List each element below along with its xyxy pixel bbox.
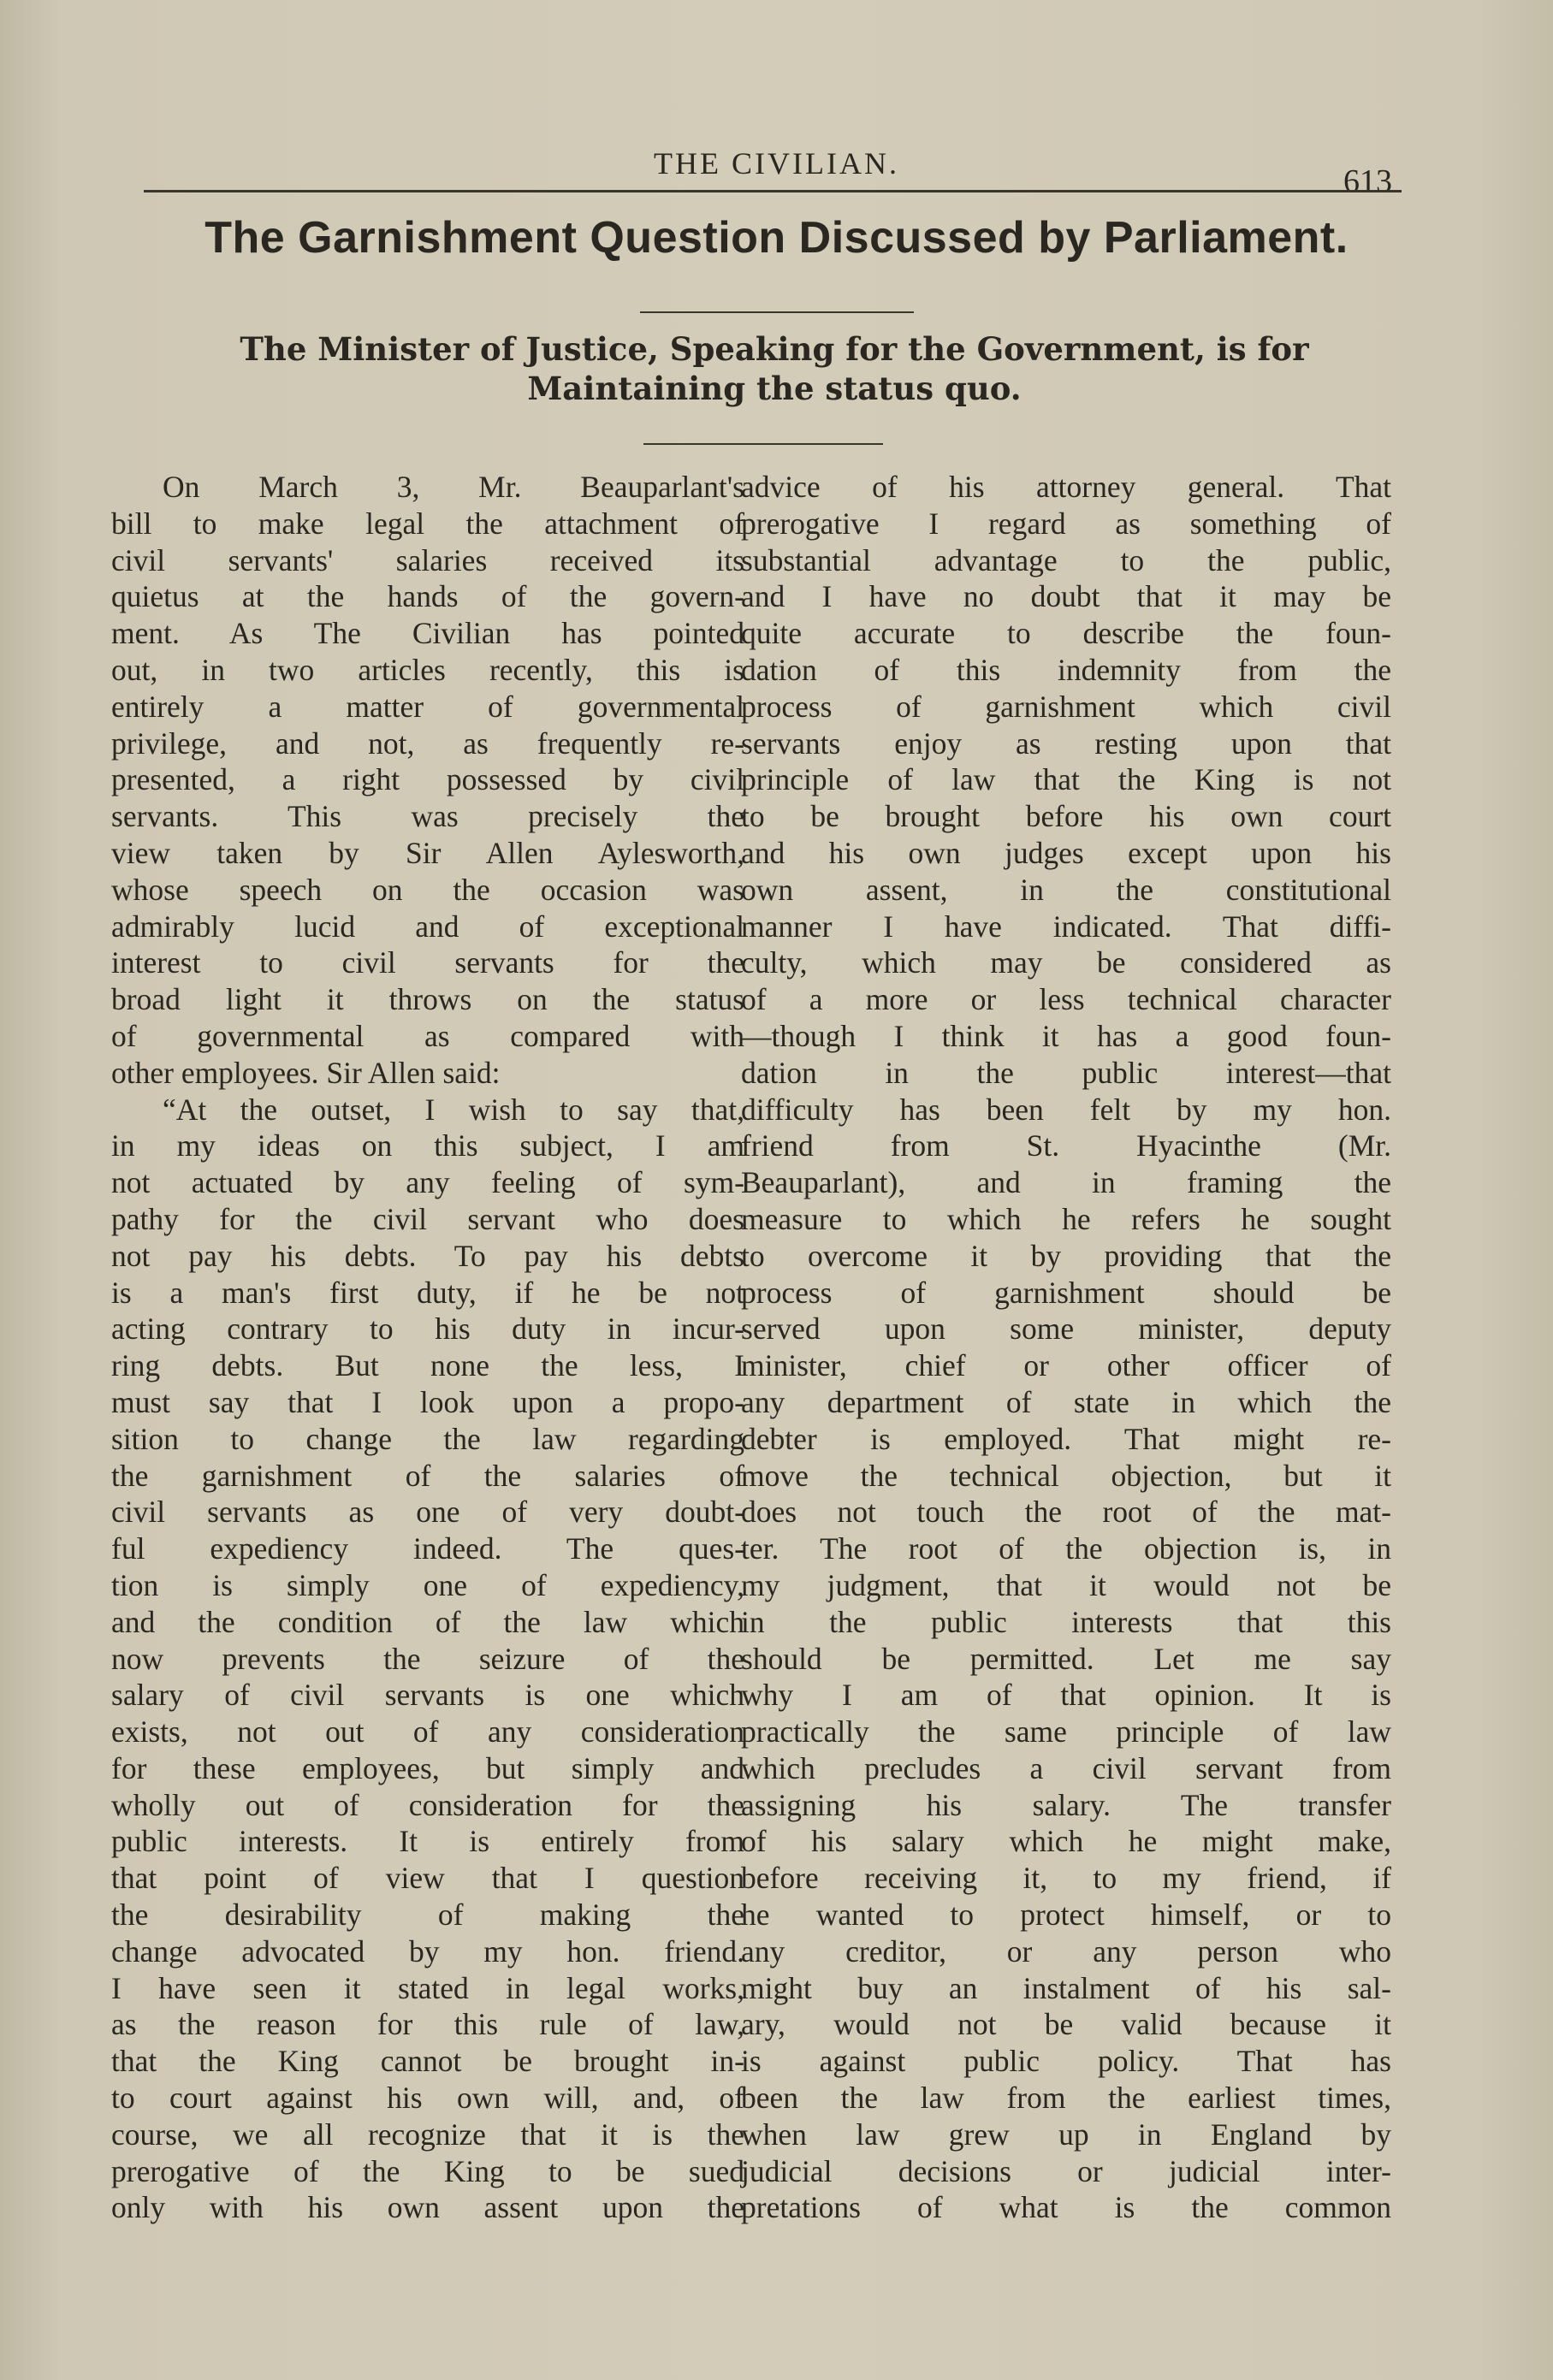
text-line: quite accurate to describe the foun- xyxy=(741,616,1391,651)
text-line: that the King cannot be brought in- xyxy=(111,2044,744,2079)
text-line: which precludes a civil servant from xyxy=(741,1750,1391,1785)
text-line: public interests. It is entirely from xyxy=(111,1824,744,1859)
text-line: dation in the public interest—that xyxy=(741,1055,1391,1090)
text-line: principle of law that the King is not xyxy=(741,762,1391,797)
text-line: the garnishment of the salaries of xyxy=(111,1458,744,1493)
text-line: pathy for the civil servant who does xyxy=(111,1201,744,1236)
text-line: presented, a right possessed by civil xyxy=(111,762,744,797)
text-line: must say that I look upon a propo- xyxy=(111,1384,744,1419)
text-line: admirably lucid and of exceptional xyxy=(111,909,744,944)
text-line: does not touch the root of the mat- xyxy=(741,1495,1391,1530)
text-line: that point of view that I question xyxy=(111,1861,744,1896)
text-line: civil servants' salaries received its xyxy=(111,542,744,577)
page-number: 613 xyxy=(1343,163,1392,199)
text-line: On March 3, Mr. Beauparlant's xyxy=(163,470,744,504)
text-line: tion is simply one of expediency, xyxy=(111,1567,744,1602)
text-line: own assent, in the constitutional xyxy=(741,872,1391,907)
text-line: judicial decisions or judicial inter- xyxy=(741,2153,1391,2188)
text-line: civil servants as one of very doubt- xyxy=(111,1495,744,1530)
text-line: is a man's first duty, if he be not xyxy=(111,1275,744,1310)
text-line: to be brought before his own court xyxy=(741,799,1391,834)
text-line: he wanted to protect himself, or to xyxy=(741,1897,1391,1933)
text-line: debter is employed. That might re- xyxy=(741,1421,1391,1456)
left-column xyxy=(111,469,744,2226)
text-line: not actuated by any feeling of sym- xyxy=(111,1165,744,1200)
text-line: measure to which he refers he sought xyxy=(741,1201,1391,1236)
text-line: pretations of what is the common xyxy=(741,2190,1391,2225)
text-line: wholly out of consideration for the xyxy=(111,1787,744,1822)
text-line: and I have no doubt that it may be xyxy=(741,579,1391,614)
text-line: before receiving it, to my friend, if xyxy=(741,1861,1391,1896)
text-line: I have seen it stated in legal works, xyxy=(111,1970,744,2005)
header-rule xyxy=(144,190,1402,192)
text-line: is against public policy. That has xyxy=(741,2044,1391,2079)
text-line: substantial advantage to the public, xyxy=(741,542,1391,577)
text-line: ter. The root of the objection is, in xyxy=(741,1531,1391,1566)
text-line: whose speech on the occasion was xyxy=(111,872,744,907)
text-line: move the technical objection, but it xyxy=(741,1458,1391,1493)
text-line: other employees. Sir Allen said: xyxy=(111,1055,501,1090)
text-line: any department of state in which the xyxy=(741,1384,1391,1419)
text-line: ring debts. But none the less, I xyxy=(111,1348,744,1383)
text-line: of a more or less technical character xyxy=(741,982,1391,1017)
text-line: salary of civil servants is one which xyxy=(111,1678,744,1713)
text-line: privilege, and not, as frequently re- xyxy=(111,725,744,761)
text-line: of his salary which he might make, xyxy=(741,1824,1391,1859)
text-line: might buy an instalment of his sal- xyxy=(741,1970,1391,2005)
text-line: of governmental as compared with xyxy=(111,1018,744,1053)
text-line: and the condition of the law which xyxy=(111,1604,744,1639)
text-line: any creditor, or any person who xyxy=(741,1933,1391,1969)
text-line: ary, would not be valid because it xyxy=(741,2007,1391,2042)
text-line: process of garnishment should be xyxy=(741,1275,1391,1310)
text-line: “At the outset, I wish to say that, xyxy=(163,1092,744,1127)
title-divider xyxy=(640,311,914,313)
text-line: ment. As The Civilian has pointed xyxy=(111,616,744,651)
text-line: sition to change the law regarding xyxy=(111,1421,744,1456)
text-line: friend from St. Hyacinthe (Mr. xyxy=(741,1128,1391,1163)
text-line: now prevents the seizure of the xyxy=(111,1641,744,1676)
text-line: been the law from the earliest times, xyxy=(741,2081,1391,2116)
text-line: culty, which may be considered as xyxy=(741,945,1391,980)
text-line: assigning his salary. The transfer xyxy=(741,1787,1391,1822)
text-line: in my ideas on this subject, I am xyxy=(111,1128,744,1163)
text-line: why I am of that opinion. It is xyxy=(741,1678,1391,1713)
text-line: my judgment, that it would not be xyxy=(741,1567,1391,1602)
text-line: prerogative I regard as something of xyxy=(741,506,1391,541)
text-line: to overcome it by providing that the xyxy=(741,1238,1391,1273)
text-line: change advocated by my hon. friend. xyxy=(111,1933,744,1969)
text-line: bill to make legal the attachment of xyxy=(111,506,744,541)
text-line: process of garnishment which civil xyxy=(741,689,1391,724)
text-line: broad light it throws on the status xyxy=(111,982,744,1017)
text-line: dation of this indemnity from the xyxy=(741,652,1391,687)
text-line: served upon some minister, deputy xyxy=(741,1311,1391,1347)
article-title: The Garnishment Question Discussed by Parliament. xyxy=(204,213,1349,263)
text-line: acting contrary to his duty in incur- xyxy=(111,1311,744,1347)
text-line: not pay his debts. To pay his debts xyxy=(111,1238,744,1273)
text-line: prerogative of the King to be sued xyxy=(111,2153,744,2188)
text-line: practically the same principle of law xyxy=(741,1714,1391,1749)
text-line: manner I have indicated. That diffi- xyxy=(741,909,1391,944)
text-line: view taken by Sir Allen Aylesworth, xyxy=(111,835,744,870)
text-line: interest to civil servants for the xyxy=(111,945,744,980)
text-line: servants enjoy as resting upon that xyxy=(741,725,1391,761)
text-line: course, we all recognize that it is the xyxy=(111,2117,744,2152)
text-line: exists, not out of any consideration xyxy=(111,1714,744,1749)
text-line: —though I think it has a good foun- xyxy=(741,1018,1391,1053)
text-line: the desirability of making the xyxy=(111,1897,744,1933)
text-line: ful expediency indeed. The ques- xyxy=(111,1531,744,1566)
text-line: out, in two articles recently, this is xyxy=(111,652,744,687)
text-line: Beauparlant), and in framing the xyxy=(741,1165,1391,1200)
text-line: for these employees, but simply and xyxy=(111,1750,744,1785)
text-line: quietus at the hands of the govern- xyxy=(111,579,744,614)
running-head: THE CIVILIAN. xyxy=(654,146,899,181)
text-line: servants. This was precisely the xyxy=(111,799,744,834)
article-subtitle: The Minister of Justice, Speaking for the Government, is for Maintaining the status quo. xyxy=(240,330,1309,407)
right-column xyxy=(741,469,1391,2226)
text-line: and his own judges except upon his xyxy=(741,835,1391,870)
text-line: to court against his own will, and, of xyxy=(111,2081,744,2116)
text-line: minister, chief or other officer of xyxy=(741,1348,1391,1383)
subtitle-divider xyxy=(643,443,883,445)
text-line: difficulty has been felt by my hon. xyxy=(741,1092,1391,1127)
text-line: entirely a matter of governmental xyxy=(111,689,744,724)
text-line: advice of his attorney general. That xyxy=(741,470,1391,504)
text-line: as the reason for this rule of law, xyxy=(111,2007,744,2042)
text-line: only with his own assent upon the xyxy=(111,2190,744,2225)
text-line: when law grew up in England by xyxy=(741,2117,1391,2152)
text-line: should be permitted. Let me say xyxy=(741,1641,1391,1676)
text-line: in the public interests that this xyxy=(741,1604,1391,1639)
